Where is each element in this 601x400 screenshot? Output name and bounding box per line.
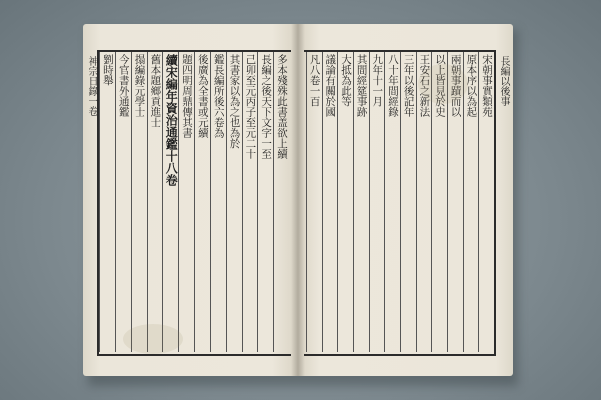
left-margin-label: 神宗日錄一卷	[86, 56, 97, 116]
text-column: 今官書外通鑑	[115, 52, 131, 352]
text-column: 後廣為全書或元續	[194, 52, 210, 352]
paper-stain	[123, 324, 183, 354]
right-text-columns	[306, 52, 494, 352]
text-column: 長編之後天下文字一至	[257, 52, 273, 352]
open-book	[83, 24, 513, 380]
text-column: 宋朝事實類苑	[478, 52, 494, 352]
text-column: 鑑長編所後六卷為	[210, 52, 226, 352]
text-column: 劉時舉	[99, 52, 115, 352]
book-title-column: 續宋編年資治通鑑十八卷	[162, 52, 178, 352]
text-column: 兩朝事蹟而以	[447, 52, 463, 352]
left-text-columns	[99, 52, 289, 352]
right-margin-label: 長編以後事	[498, 56, 509, 106]
left-page	[83, 24, 298, 376]
text-column: 其間經筵事跡	[353, 52, 369, 352]
text-column: 多本殘殊此書盖欲上續	[273, 52, 289, 352]
text-column: 搨編錄元學士	[131, 52, 147, 352]
right-page	[298, 24, 513, 376]
text-column: 其書家以為之也為於	[226, 52, 242, 352]
text-column: 題四明周鼎傳其書	[178, 52, 194, 352]
text-column: 八十年間經錄	[384, 52, 400, 352]
text-column: 王安石之新法	[416, 52, 432, 352]
text-column: 己卯至元丙子至元二十	[242, 52, 258, 352]
text-column: 議論有關於國	[322, 52, 338, 352]
text-column: 九年十一月	[369, 52, 385, 352]
book-gutter	[291, 24, 305, 376]
text-column: 三年以後記年	[400, 52, 416, 352]
text-column: 大抵為此等	[337, 52, 353, 352]
text-column: 以上皆見於史	[431, 52, 447, 352]
paper-stain	[418, 64, 468, 104]
text-column: 舊本題鄉貢進士	[147, 52, 163, 352]
text-column: 原本序以為起	[463, 52, 479, 352]
text-column: 凡八卷一百	[306, 52, 322, 352]
